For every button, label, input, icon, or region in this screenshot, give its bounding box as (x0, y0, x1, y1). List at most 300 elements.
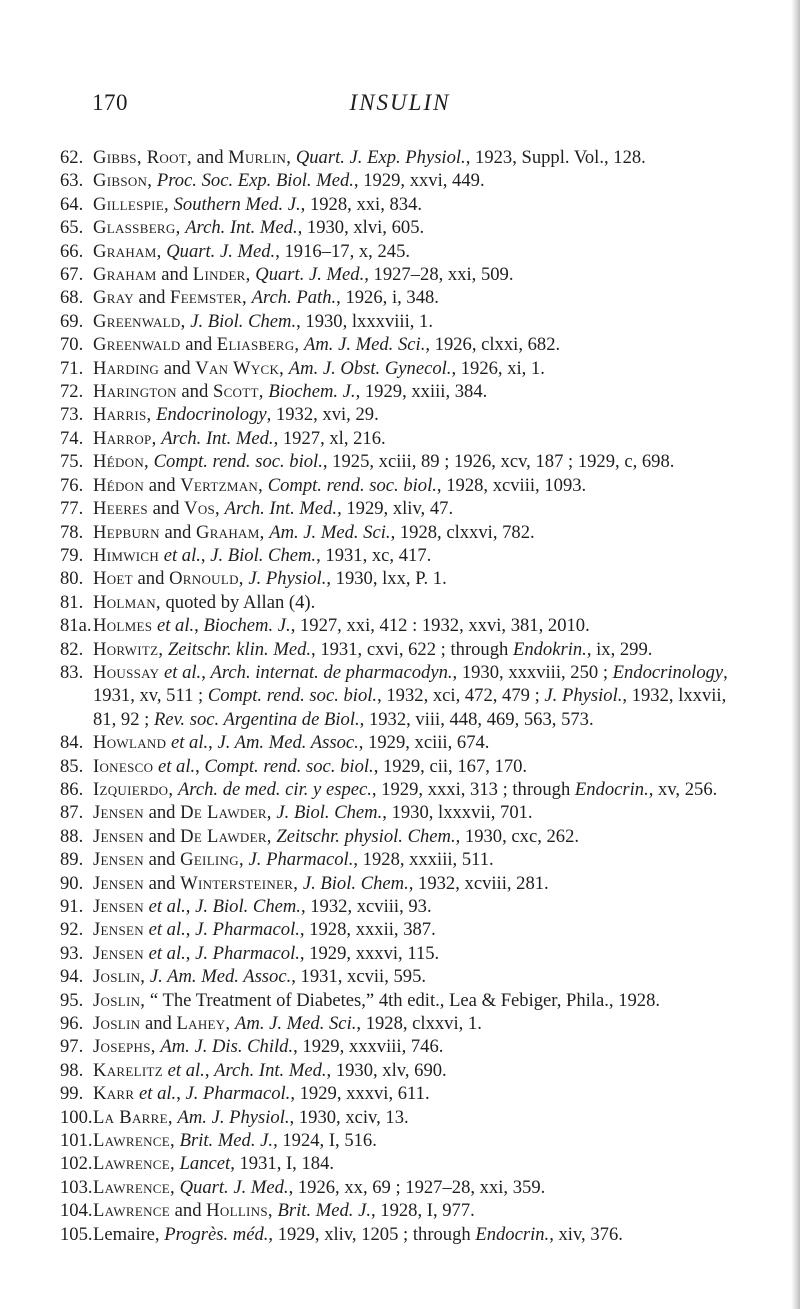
reference-entry (60, 825, 740, 848)
reference-detail: , (195, 755, 205, 777)
reference-author: Gillespie, (93, 193, 169, 215)
reference-journal: Quart. J. Med. (255, 264, 365, 286)
reference-entry (60, 848, 740, 871)
reference-author: Hoet (93, 568, 133, 590)
reference-author: Lawrence, (93, 1153, 175, 1175)
reference-text (93, 1152, 740, 1175)
reference-journal: J. Biol. Chem. (276, 802, 383, 824)
reference-detail: , 1916–17, x, 245. (275, 240, 411, 262)
reference-text (93, 263, 740, 286)
reference-journal: J. Biol. Chem. (302, 872, 409, 894)
reference-number: 103. (60, 1176, 93, 1198)
reference-journal: Endocrinology (612, 661, 724, 683)
reference-number: 99. (60, 1083, 84, 1105)
reference-text (93, 216, 740, 239)
reference-journal: Quart. J. Med. (179, 1176, 289, 1198)
reference-author: Glassberg, (93, 217, 181, 239)
reference-entry (60, 872, 740, 895)
reference-detail: , 1926, xx, 69 ; 1927–28, xxi, 359. (288, 1176, 546, 1198)
reference-author: Graham, (195, 521, 265, 543)
reference-detail: , 1929, xliv, 47. (337, 498, 454, 520)
reference-journal: Am. J. Physiol. (177, 1106, 290, 1128)
reference-detail: , 1930, lxxxviii, 1. (296, 310, 433, 332)
reference-number: 63. (60, 170, 84, 192)
reference-detail: and (133, 287, 171, 309)
reference-detail: , (208, 732, 218, 754)
reference-text (93, 661, 740, 731)
reference-number: 90. (60, 872, 84, 894)
reference-journal: Arch. de med. cir. y espec. (177, 778, 372, 800)
reference-text (93, 544, 740, 567)
reference-detail: , 1930, cxc, 262. (455, 825, 580, 847)
reference-entry (60, 497, 740, 520)
reference-text (93, 942, 740, 965)
reference-detail: , 1925, xciii, 89 ; 1926, xcv, 187 ; 1929, c, 698. (322, 451, 675, 473)
reference-author: Joslin, (93, 989, 146, 1011)
reference-detail: , 1927, xxi, 412 : 1932, xxvi, 381, 2010. (290, 615, 590, 637)
reference-author: Joslin, (93, 966, 146, 988)
reference-entry (60, 169, 740, 192)
reference-author: Harding (93, 357, 160, 379)
reference-text (93, 240, 740, 263)
reference-detail: , 1930, xlv, 690. (326, 1059, 447, 1081)
reference-detail: , (201, 661, 211, 683)
reference-number: 76. (60, 474, 84, 496)
reference-journal: Southern Med. J. (173, 193, 301, 215)
reference-entry (60, 918, 740, 941)
reference-author: Van Wyck, (195, 357, 285, 379)
reference-detail: , 1932, lxxvii, 81, 92 ; (93, 685, 727, 730)
reference-detail: , 1926, clxxi, 682. (425, 334, 561, 356)
reference-number: 86. (60, 778, 84, 800)
reference-journal: et al. (157, 755, 196, 777)
page-header (60, 90, 740, 124)
reference-detail: , 1931, xc, 417. (316, 544, 432, 566)
reference-author: Harris, (93, 404, 152, 426)
reference-text (93, 1082, 740, 1105)
reference-number: 88. (60, 825, 84, 847)
reference-text (93, 1223, 740, 1246)
reference-journal: Proc. Soc. Exp. Biol. Med. (156, 170, 354, 192)
reference-detail: “ The Treatment of Diabetes,” 4th edit., Lea & Febiger, Phila., 1928. (145, 989, 661, 1011)
running-title: INSULIN (349, 90, 451, 115)
reference-number: 105. (60, 1223, 93, 1245)
reference-detail: , 1929, xliv, 1205 ; through (268, 1223, 476, 1245)
reference-number: 85. (60, 755, 84, 777)
reference-author: Lawrence (93, 1200, 170, 1222)
reference-author: Joslin (93, 1013, 141, 1035)
reference-journal: et al. (167, 1059, 205, 1081)
reference-author: Graham, (93, 240, 162, 262)
reference-author: Houssay (93, 661, 160, 683)
reference-detail: , 1932, xvi, 29. (266, 404, 379, 426)
reference-journal: J. Biol. Chem. (195, 896, 301, 917)
reference-entry (60, 895, 740, 918)
reference-author: Jensen (93, 802, 144, 824)
reference-detail: , 1928, xxxiii, 511. (353, 849, 494, 871)
reference-detail: and (170, 1200, 207, 1222)
reference-text (93, 989, 740, 1012)
reference-text (93, 801, 740, 824)
reference-number: 82. (60, 638, 84, 660)
reference-text (93, 1012, 740, 1035)
reference-author: Ornould, (169, 568, 244, 590)
reference-detail: , 1932, viii, 448, 469, 563, 573. (359, 708, 594, 730)
reference-detail: , xv, 256. (648, 778, 718, 800)
reference-entry (60, 216, 740, 239)
reference-author: Feemster, (170, 287, 247, 309)
reference-journal: Compt. rend. soc. biol. (153, 451, 323, 473)
reference-detail: , 1928, clxxvi, 782. (390, 521, 535, 543)
reference-text (93, 1199, 740, 1222)
reference-entry (60, 1199, 740, 1222)
reference-detail: , 1927, xl, 216. (273, 427, 386, 449)
reference-entry (60, 310, 740, 333)
reference-list (60, 146, 740, 1246)
reference-text (93, 497, 740, 520)
reference-author: Jensen (93, 825, 144, 847)
reference-text (93, 427, 740, 450)
reference-detail: , 1931, I, 184. (230, 1153, 335, 1175)
page-edge-shadow (791, 0, 800, 1309)
reference-text (93, 591, 740, 614)
reference-number: 64. (60, 193, 84, 215)
reference-number: 83. (60, 661, 84, 683)
reference-number: 74. (60, 427, 84, 449)
reference-detail: and (143, 825, 181, 847)
reference-detail: , (185, 919, 196, 941)
reference-author: Greenwald, (93, 310, 186, 332)
reference-journal: J. Pharmacol. (195, 942, 300, 964)
reference-author: Greenwald (93, 334, 181, 356)
reference-journal: Rev. soc. Argentina de Biol. (153, 708, 360, 730)
reference-number: 69. (60, 310, 84, 332)
reference-detail: and (147, 498, 185, 520)
reference-journal: Arch. Int. Med. (214, 1059, 327, 1081)
reference-detail: and (143, 872, 181, 894)
reference-number: 84. (60, 732, 84, 754)
reference-author: Himwich (93, 544, 160, 566)
reference-detail: and (192, 147, 229, 168)
reference-author: Hollins, (206, 1200, 273, 1222)
reference-number: 89. (60, 849, 84, 871)
reference-number: 68. (60, 287, 84, 309)
reference-entry (60, 544, 740, 567)
reference-text (93, 146, 740, 169)
reference-author: Jensen (93, 896, 144, 917)
reference-detail: , 1928, xxxii, 387. (299, 919, 436, 941)
reference-number: 104. (60, 1200, 93, 1222)
reference-detail: and (144, 474, 181, 496)
reference-author: Gibson, (93, 170, 153, 192)
reference-detail: , 1930, xciv, 13. (289, 1106, 409, 1128)
reference-journal: et al. (164, 661, 202, 683)
reference-detail: and (159, 357, 196, 379)
reference-author: Geiling, (180, 849, 244, 871)
reference-author: Jensen (93, 919, 144, 941)
reference-number: 70. (60, 334, 84, 356)
reference-text (93, 310, 740, 333)
reference-journal: Am. J. Med. Sci. (269, 521, 391, 543)
reference-detail: , 1924, I, 516. (273, 1130, 377, 1152)
reference-journal: Lancet (179, 1153, 231, 1175)
reference-journal: et al. (156, 615, 195, 637)
reference-detail: , 1929, cii, 167, 170. (373, 755, 528, 777)
reference-text (93, 638, 740, 661)
reference-detail: , 1929, xxxi, 313 ; through (371, 778, 575, 800)
reference-detail: , 1927–28, xxi, 509. (364, 264, 514, 286)
reference-author: Jensen (93, 849, 144, 871)
reference-text (93, 1176, 740, 1199)
reference-entry (60, 240, 740, 263)
reference-number: 92. (60, 919, 84, 941)
reference-author: Heeres (93, 498, 148, 520)
reference-journal: Am. J. Dis. Child. (160, 1036, 294, 1058)
reference-journal: et al. (148, 942, 186, 964)
reference-detail: , 1932, xci, 472, 479 ; (377, 685, 545, 707)
reference-entry (60, 1106, 740, 1129)
reference-detail: , 1923, Suppl. Vol., 128. (465, 147, 646, 168)
reference-text (93, 1129, 740, 1152)
reference-detail: and (132, 568, 170, 590)
reference-number: 80. (60, 568, 84, 590)
reference-detail: Lemaire, (93, 1223, 160, 1245)
reference-journal: J. Biol. Chem. (190, 310, 297, 332)
reference-text (93, 778, 740, 801)
reference-number: 93. (60, 942, 84, 964)
reference-entry (60, 1082, 740, 1105)
reference-journal: Endocrinology (156, 404, 267, 426)
reference-journal: et al. (170, 732, 209, 754)
reference-journal: Endokrin. (512, 638, 587, 660)
reference-entry (60, 146, 740, 169)
reference-author: Holman, (93, 591, 161, 613)
reference-number: 98. (60, 1059, 84, 1081)
reference-detail: and (143, 849, 181, 871)
reference-journal: Arch. Int. Med. (224, 498, 338, 520)
reference-number: 65. (60, 217, 84, 239)
reference-author: Wintersteiner, (180, 872, 299, 894)
reference-author: Hepburn (93, 521, 160, 543)
reference-detail: , 1928, xxi, 834. (300, 193, 423, 215)
reference-detail: , 1932, xcviii, 281. (408, 872, 549, 894)
reference-text (93, 1059, 740, 1082)
reference-text (93, 286, 740, 309)
reference-entry (60, 427, 740, 450)
reference-author: Murlin, (228, 147, 292, 168)
reference-number: 87. (60, 802, 84, 824)
reference-number: 62. (60, 147, 84, 168)
reference-journal: J. Physiol. (544, 685, 623, 707)
reference-journal: et al. (148, 896, 186, 917)
reference-journal: Am. J. Med. Sci. (304, 334, 426, 356)
reference-journal: Quart. J. Exp. Physiol. (295, 147, 466, 168)
reference-entry (60, 357, 740, 380)
reference-text (93, 755, 740, 778)
reference-entry (60, 474, 740, 497)
reference-entry (60, 731, 740, 754)
reference-journal: J. Biol. Chem. (210, 544, 317, 566)
reference-detail: , 1932, xcviii, 93. (300, 896, 432, 917)
reference-text (93, 521, 740, 544)
reference-journal: et al. (163, 544, 201, 566)
reference-author: Linder, (192, 264, 251, 286)
reference-entry (60, 661, 740, 731)
reference-detail: , 1930, xlvi, 605. (297, 217, 425, 239)
reference-entry (60, 989, 740, 1012)
reference-detail: , 1930, lxxxvii, 701. (382, 802, 533, 824)
reference-journal: Endocrin. (574, 778, 649, 800)
reference-author: Harrop, (93, 427, 157, 449)
reference-text (93, 380, 740, 403)
reference-text (93, 474, 740, 497)
reference-detail: , 1928, clxxvi, 1. (356, 1013, 482, 1035)
reference-author: Holmes (93, 615, 153, 637)
reference-detail: , 1931, xcvii, 595. (291, 966, 427, 988)
reference-detail: , 1929, xciii, 674. (358, 732, 490, 754)
reference-text (93, 825, 740, 848)
reference-detail: and (180, 334, 217, 356)
reference-entry (60, 1059, 740, 1082)
reference-entry (60, 801, 740, 824)
reference-detail: , (204, 1059, 215, 1081)
reference-detail: and (176, 381, 213, 403)
reference-entry (60, 778, 740, 801)
reference-journal: Brit. Med. J. (277, 1200, 371, 1222)
reference-detail: , 1928, xcviii, 1093. (436, 474, 587, 496)
reference-text (93, 1106, 740, 1129)
reference-entry (60, 403, 740, 426)
reference-detail: , 1929, xxxvi, 115. (299, 942, 440, 964)
reference-entry (60, 450, 740, 473)
reference-detail: and (143, 802, 181, 824)
reference-entry (60, 942, 740, 965)
reference-author: Lawrence, (93, 1130, 175, 1152)
reference-text (93, 731, 740, 754)
reference-number: 100. (60, 1106, 93, 1128)
reference-detail: , (176, 1083, 186, 1105)
reference-text (93, 1035, 740, 1058)
reference-entry (60, 286, 740, 309)
reference-number: 94. (60, 966, 84, 988)
reference-entry (60, 193, 740, 216)
reference-journal: Am. J. Obst. Gynecol. (288, 357, 452, 379)
reference-journal: J. Physiol. (248, 568, 327, 590)
reference-detail: , 1930, xxxviii, 250 ; (452, 661, 613, 683)
reference-detail: , (185, 896, 196, 917)
reference-detail: , 1931, xv, 511 ; (93, 661, 728, 707)
reference-author: De Lawder, (180, 825, 272, 847)
reference-journal: Zeitschr. physiol. Chem. (276, 825, 456, 847)
reference-journal: Arch. Int. Med. (185, 217, 298, 239)
reference-detail: and (156, 264, 193, 286)
reference-detail: , 1926, i, 348. (336, 287, 439, 309)
reference-text (93, 918, 740, 941)
reference-journal: Arch. internat. de pharmacodyn. (210, 661, 453, 683)
reference-number: 81a. (60, 615, 92, 637)
reference-entry (60, 380, 740, 403)
reference-text (93, 872, 740, 895)
reference-journal: Brit. Med. J. (179, 1130, 274, 1152)
reference-author: Vertzman, (180, 474, 264, 496)
reference-entry (60, 965, 740, 988)
reference-entry (60, 1152, 740, 1175)
reference-entry (60, 755, 740, 778)
reference-entry (60, 1129, 740, 1152)
reference-journal: Compt. rend. soc. biol. (207, 685, 378, 707)
reference-journal: Biochem. J. (268, 381, 356, 403)
reference-journal: Biochem. J. (203, 615, 291, 637)
reference-journal: Endocrin. (475, 1223, 550, 1245)
reference-author: Eliasberg, (216, 334, 300, 356)
reference-number: 75. (60, 451, 84, 473)
reference-detail: , 1928, I, 977. (370, 1200, 475, 1222)
reference-entry (60, 567, 740, 590)
reference-journal: et al. (139, 1083, 177, 1105)
reference-number: 73. (60, 404, 84, 426)
reference-text (93, 357, 740, 380)
reference-text (93, 333, 740, 356)
reference-author: Horwitz, (93, 638, 164, 660)
reference-detail: , (185, 942, 196, 964)
reference-text (93, 193, 740, 216)
reference-detail: , 1931, cxvi, 622 ; through (311, 638, 513, 660)
reference-journal: Zeitschr. klin. Med. (167, 638, 312, 660)
reference-number: 78. (60, 521, 84, 543)
reference-journal: J. Am. Med. Assoc. (149, 966, 292, 988)
reference-author: Jensen (93, 942, 144, 964)
reference-text (93, 450, 740, 473)
reference-journal: Arch. Int. Med. (161, 427, 274, 449)
reference-detail: and (140, 1013, 177, 1035)
reference-entry (60, 333, 740, 356)
reference-detail: , 1929, xxxviii, 746. (293, 1036, 444, 1058)
reference-author: Karelitz (93, 1059, 163, 1081)
reference-detail: , ix, 299. (586, 638, 653, 660)
reference-detail: and (159, 521, 196, 543)
reference-author: Harington (93, 381, 177, 403)
reference-author: Hédon (93, 474, 145, 496)
reference-entry (60, 1012, 740, 1035)
reference-entry (60, 591, 740, 614)
reference-author: Scott, (212, 381, 264, 403)
reference-author: Lawrence, (93, 1176, 175, 1198)
reference-journal: Am. J. Med. Sci. (235, 1013, 357, 1035)
reference-text (93, 169, 740, 192)
reference-journal: J. Am. Med. Assoc. (217, 732, 359, 754)
reference-journal: J. Pharmacol. (185, 1083, 291, 1105)
reference-number: 81. (60, 591, 84, 613)
reference-journal: J. Pharmacol. (248, 849, 354, 871)
reference-journal: Quart. J. Med. (166, 240, 276, 262)
reference-detail: , (194, 615, 204, 637)
reference-author: Vos, (184, 498, 221, 520)
reference-text (93, 848, 740, 871)
page-number: 170 (92, 90, 128, 115)
reference-journal: J. Pharmacol. (195, 919, 300, 941)
reference-entry (60, 1223, 740, 1246)
reference-author: Ionesco (93, 755, 154, 777)
reference-number: 102. (60, 1153, 93, 1175)
reference-text (93, 895, 740, 918)
reference-author: Jensen (93, 872, 144, 894)
reference-journal: Compt. rend. soc. biol. (204, 755, 374, 777)
reference-number: 91. (60, 896, 84, 917)
reference-detail: , 1930, lxx, P. 1. (326, 568, 447, 590)
reference-number: 72. (60, 381, 84, 403)
reference-author: La Barre, (93, 1106, 173, 1128)
reference-number: 67. (60, 264, 84, 286)
